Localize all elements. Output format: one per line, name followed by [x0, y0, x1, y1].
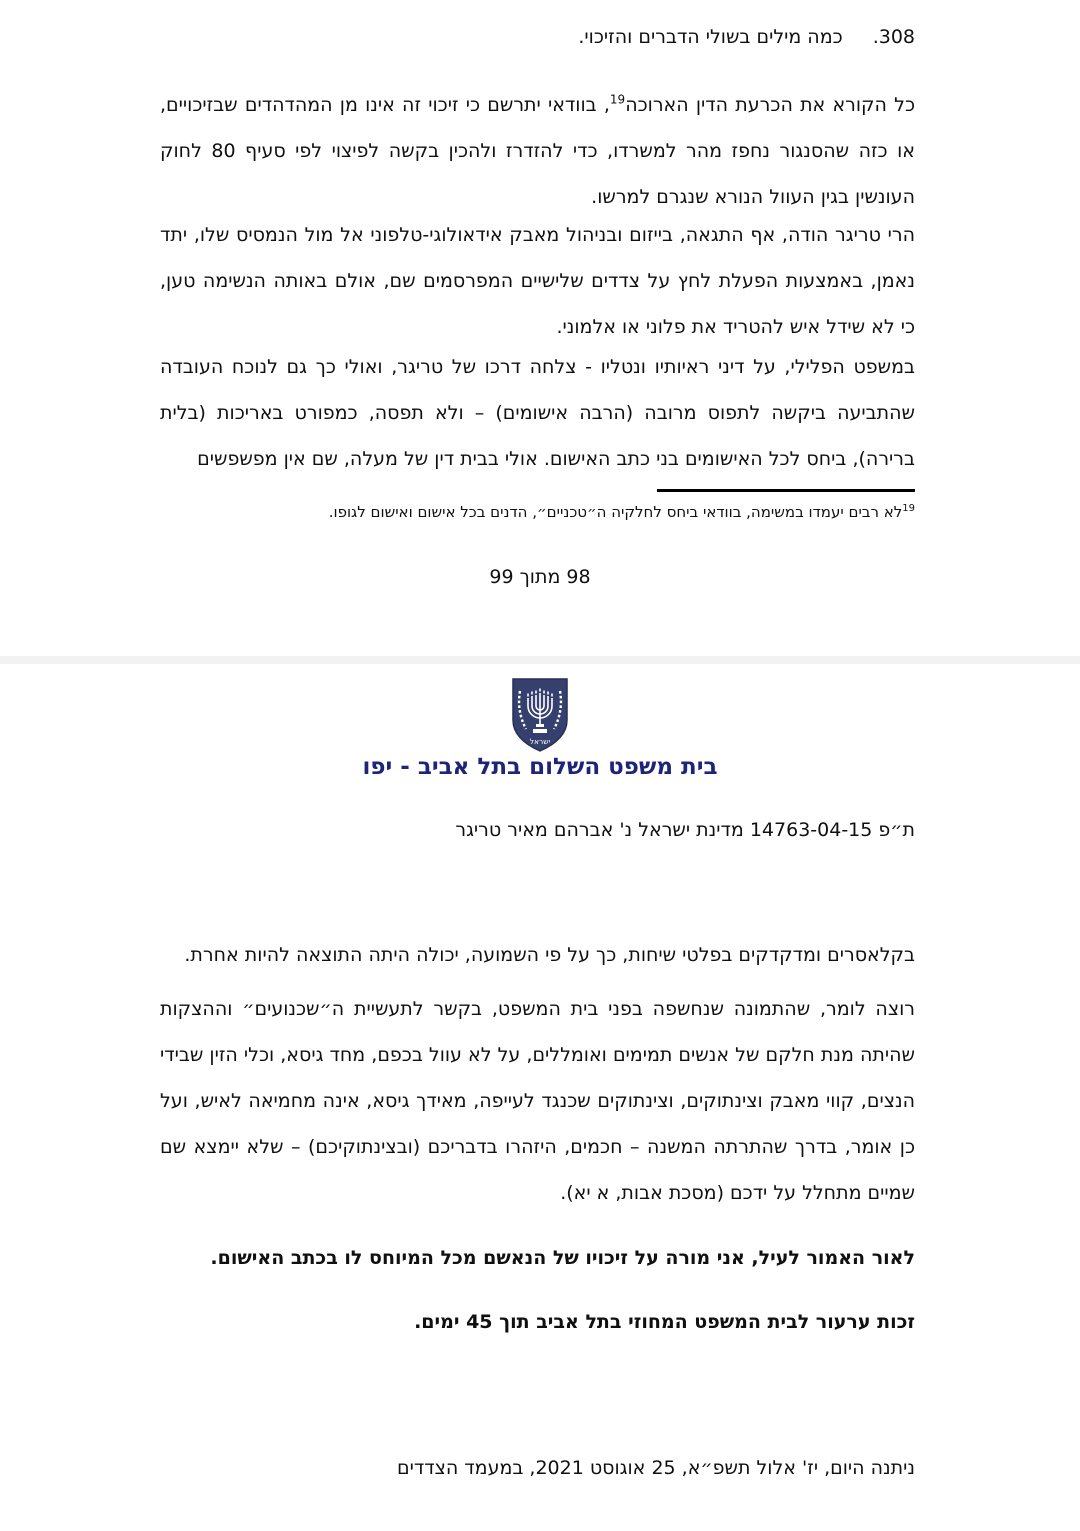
body-paragraph-3: במשפט הפלילי, על דיני ראיותיו ונטליו - צלחה דרכו של טריגר, ואולי כך גם לנוכח העובדה שהתביעה ביקשה לתפוס מרובה (הרבה אישומים) – ולא תפסה, כמפורט באריכות (בלית ברירה), ביחס לכל האישומים בני כתב האישום. אולי בבית דין של מעלה, שם אין מפשפשים: [160, 356, 915, 470]
footnote-text: לא רבים יעמדו במשימה, בוודאי ביחס לחלקיה ה״טכניים״, הדנים בכל אישום ואישום לגופו.: [328, 503, 903, 521]
paragraph-number: 308.: [872, 26, 915, 48]
section-heading-text: כמה מילים בשולי הדברים והזיכוי.: [578, 26, 843, 48]
paragraph-1-text-cont: , בוודאי יתרשם כי זיכוי זה אינו מן המהדהדים שבזיכויים, או כזה שהסנגור נחפז מהר למשרדו, כדי להזדרז ולהכין בקשה לפיצוי לפי סעיף 80 לחוק העונשין בגין העוול הנורא שנגרם למרשו.: [160, 94, 915, 208]
footnote: [160, 502, 915, 523]
israel-state-emblem-icon: [510, 678, 570, 752]
body-paragraph-continuation: בקלאסרים ומדקדקים בפלטי שיחות, כך על פי השמועה, יכולה היתה התוצאה להיות אחרת.: [184, 944, 915, 966]
emblem-caption: ישראל: [529, 737, 551, 746]
footnote-separator: [657, 489, 915, 492]
verdict-line: לאור האמור לעיל, אני מורה על זיכויו של הנאשם מכל המיוחס לו בכתב האישום.: [210, 1247, 915, 1269]
case-title: ת״פ 14763-04-15 מדינת ישראל נ' אברהם מאיר טריגר: [455, 819, 915, 841]
footnote-number: 19: [902, 503, 915, 514]
date-line: ניתנה היום, יז' אלול תשפ״א, 25 אוגוסט 2021, במעמד הצדדים: [396, 1457, 915, 1479]
footnote-reference: 19: [609, 92, 626, 107]
page-2: [0, 664, 1080, 1531]
body-paragraph-2: הרי טריגר הודה, אף התגאה, בייזום ובניהול מאבק אידאולוגי-טלפוני אל מול הנמסיס שלו, יתד נאמן, באמצעות הפעלת לחץ על צדדים שלישיים המפרסמים שם, אולם באותה הנשימה טען, כי לא שידל איש להטריד את פלוני או אלמוני.: [160, 224, 915, 338]
page-separator: [0, 656, 1080, 664]
body-paragraph-1: [160, 82, 915, 220]
paragraph-1-text: כל הקורא את הכרעת הדין הארוכה: [625, 94, 916, 116]
emblem-container: [0, 678, 1080, 752]
appeal-line: זכות ערעור לבית המשפט המחוזי בתל אביב תוך 45 ימים.: [414, 1311, 915, 1333]
court-title: בית משפט השלום בתל אביב - יפו: [362, 754, 718, 780]
section-heading: [160, 24, 915, 50]
page-1: [0, 0, 1080, 656]
page-indicator: 98 מתוך 99: [489, 566, 591, 588]
body-paragraph-main: רוצה לומר, שהתמונה שנחשפה בפני בית המשפט, בקשר לתעשיית ה״שכנועים״ וההצקות שהיתה מנת חלקם של אנשים תמימים ואומללים, על לא עוול בכפם, מחד גיסא, וכלי הזין שבידי הנצים, קווי מאבק וצינתוקים, וצינתוקים שכנגד לעייפה, מאידך גיסא, אינה מחמיאה לאיש, ועל כן אומר, בדרך שהתרתה המשנה – חכמים, היזהרו בדבריכם (ובצינתוקיכם) – שלא יימצא שם שמיים מתחלל על ידכם (מסכת אבות, א יא).: [160, 998, 915, 1204]
